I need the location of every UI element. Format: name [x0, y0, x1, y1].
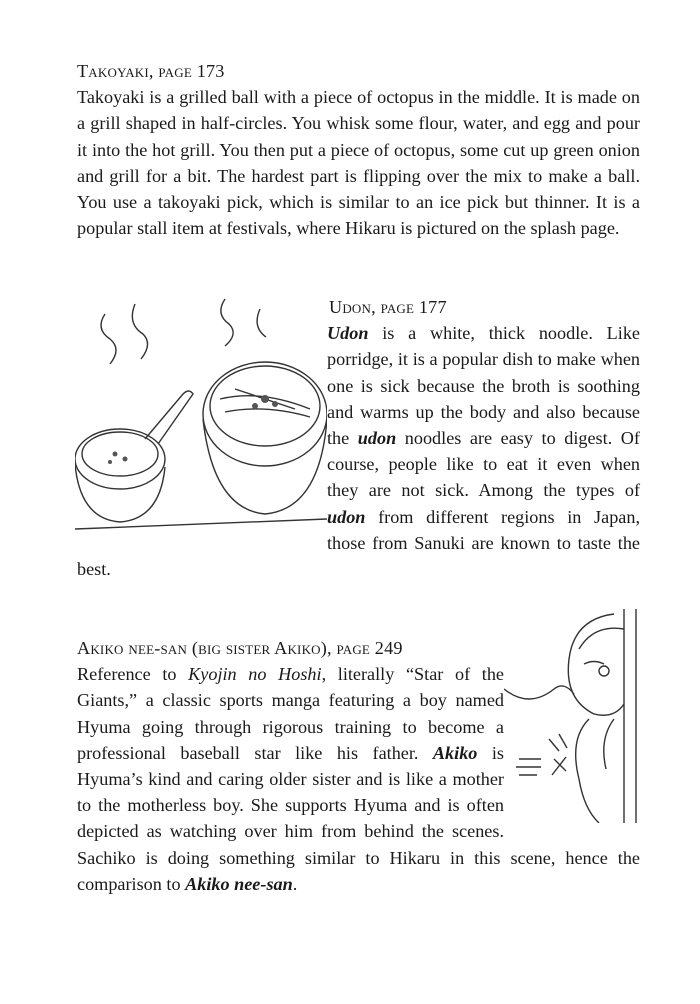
udon-text: noodles are easy to digest. Of course, people like to eat it even when they are not sick. Among the types of — [327, 428, 640, 501]
takoyaki-heading: Takoyaki, page 173 — [77, 61, 225, 81]
takoyaki-note — [77, 58, 640, 241]
akiko-text: Reference to — [77, 664, 189, 685]
udon-text: is a white, thick noodle. Like porridge, it is a popular dish to make when one is sick because the broth is soothing and warms up the body and also because the — [327, 323, 640, 449]
akiko-term: Akiko nee-san — [185, 873, 293, 894]
udon-term: udon — [327, 506, 366, 527]
udon-term: udon — [357, 428, 397, 449]
takoyaki-body: Takoyaki is a grilled ball with a piece of octopus in the middle. It is made on a grill shaped in half-circles. You whisk some flour, water, and egg and pour it into the hot grill. You then put a piece of octopus, some cut up green onion and grill for a bit. The hardest part is flipping over the mix to make a ball. You use a takoyaki pick, which is similar to an ice pick but thinner. It is a popular stall item at festivals, where Hikaru is pictured on the splash page. — [77, 87, 640, 239]
udon-text: from different regions in Japan, those from Sanuki are known to taste the best. — [77, 506, 640, 580]
akiko-term: Akiko — [432, 742, 478, 763]
akiko-text: . — [292, 873, 298, 894]
udon-term: Udon — [327, 323, 369, 344]
akiko-note — [77, 635, 640, 897]
akiko-text: , literally “Star of the Giants,” a classic sports manga featuring a boy named Hyuma going through rigorous training to become a professional baseball star like his father. — [77, 664, 504, 763]
sachiko-peeking-illustration — [504, 609, 654, 823]
udon-heading: Udon, page 177 — [329, 297, 447, 317]
manga-title: Kyojin no Hoshi — [188, 664, 322, 685]
akiko-heading: Akiko nee-san (big sister Akiko), page 249 — [77, 638, 403, 658]
udon-illustration — [75, 294, 327, 544]
udon-note — [77, 294, 640, 582]
akiko-text: is Hyuma’s kind and caring older sister and is like a mother to the motherless boy. She supports Hyuma and is often depicted as watching over him from behind the scenes. Sachiko is doing something similar to Hikaru in this scene, hence the comparison to — [77, 742, 640, 894]
